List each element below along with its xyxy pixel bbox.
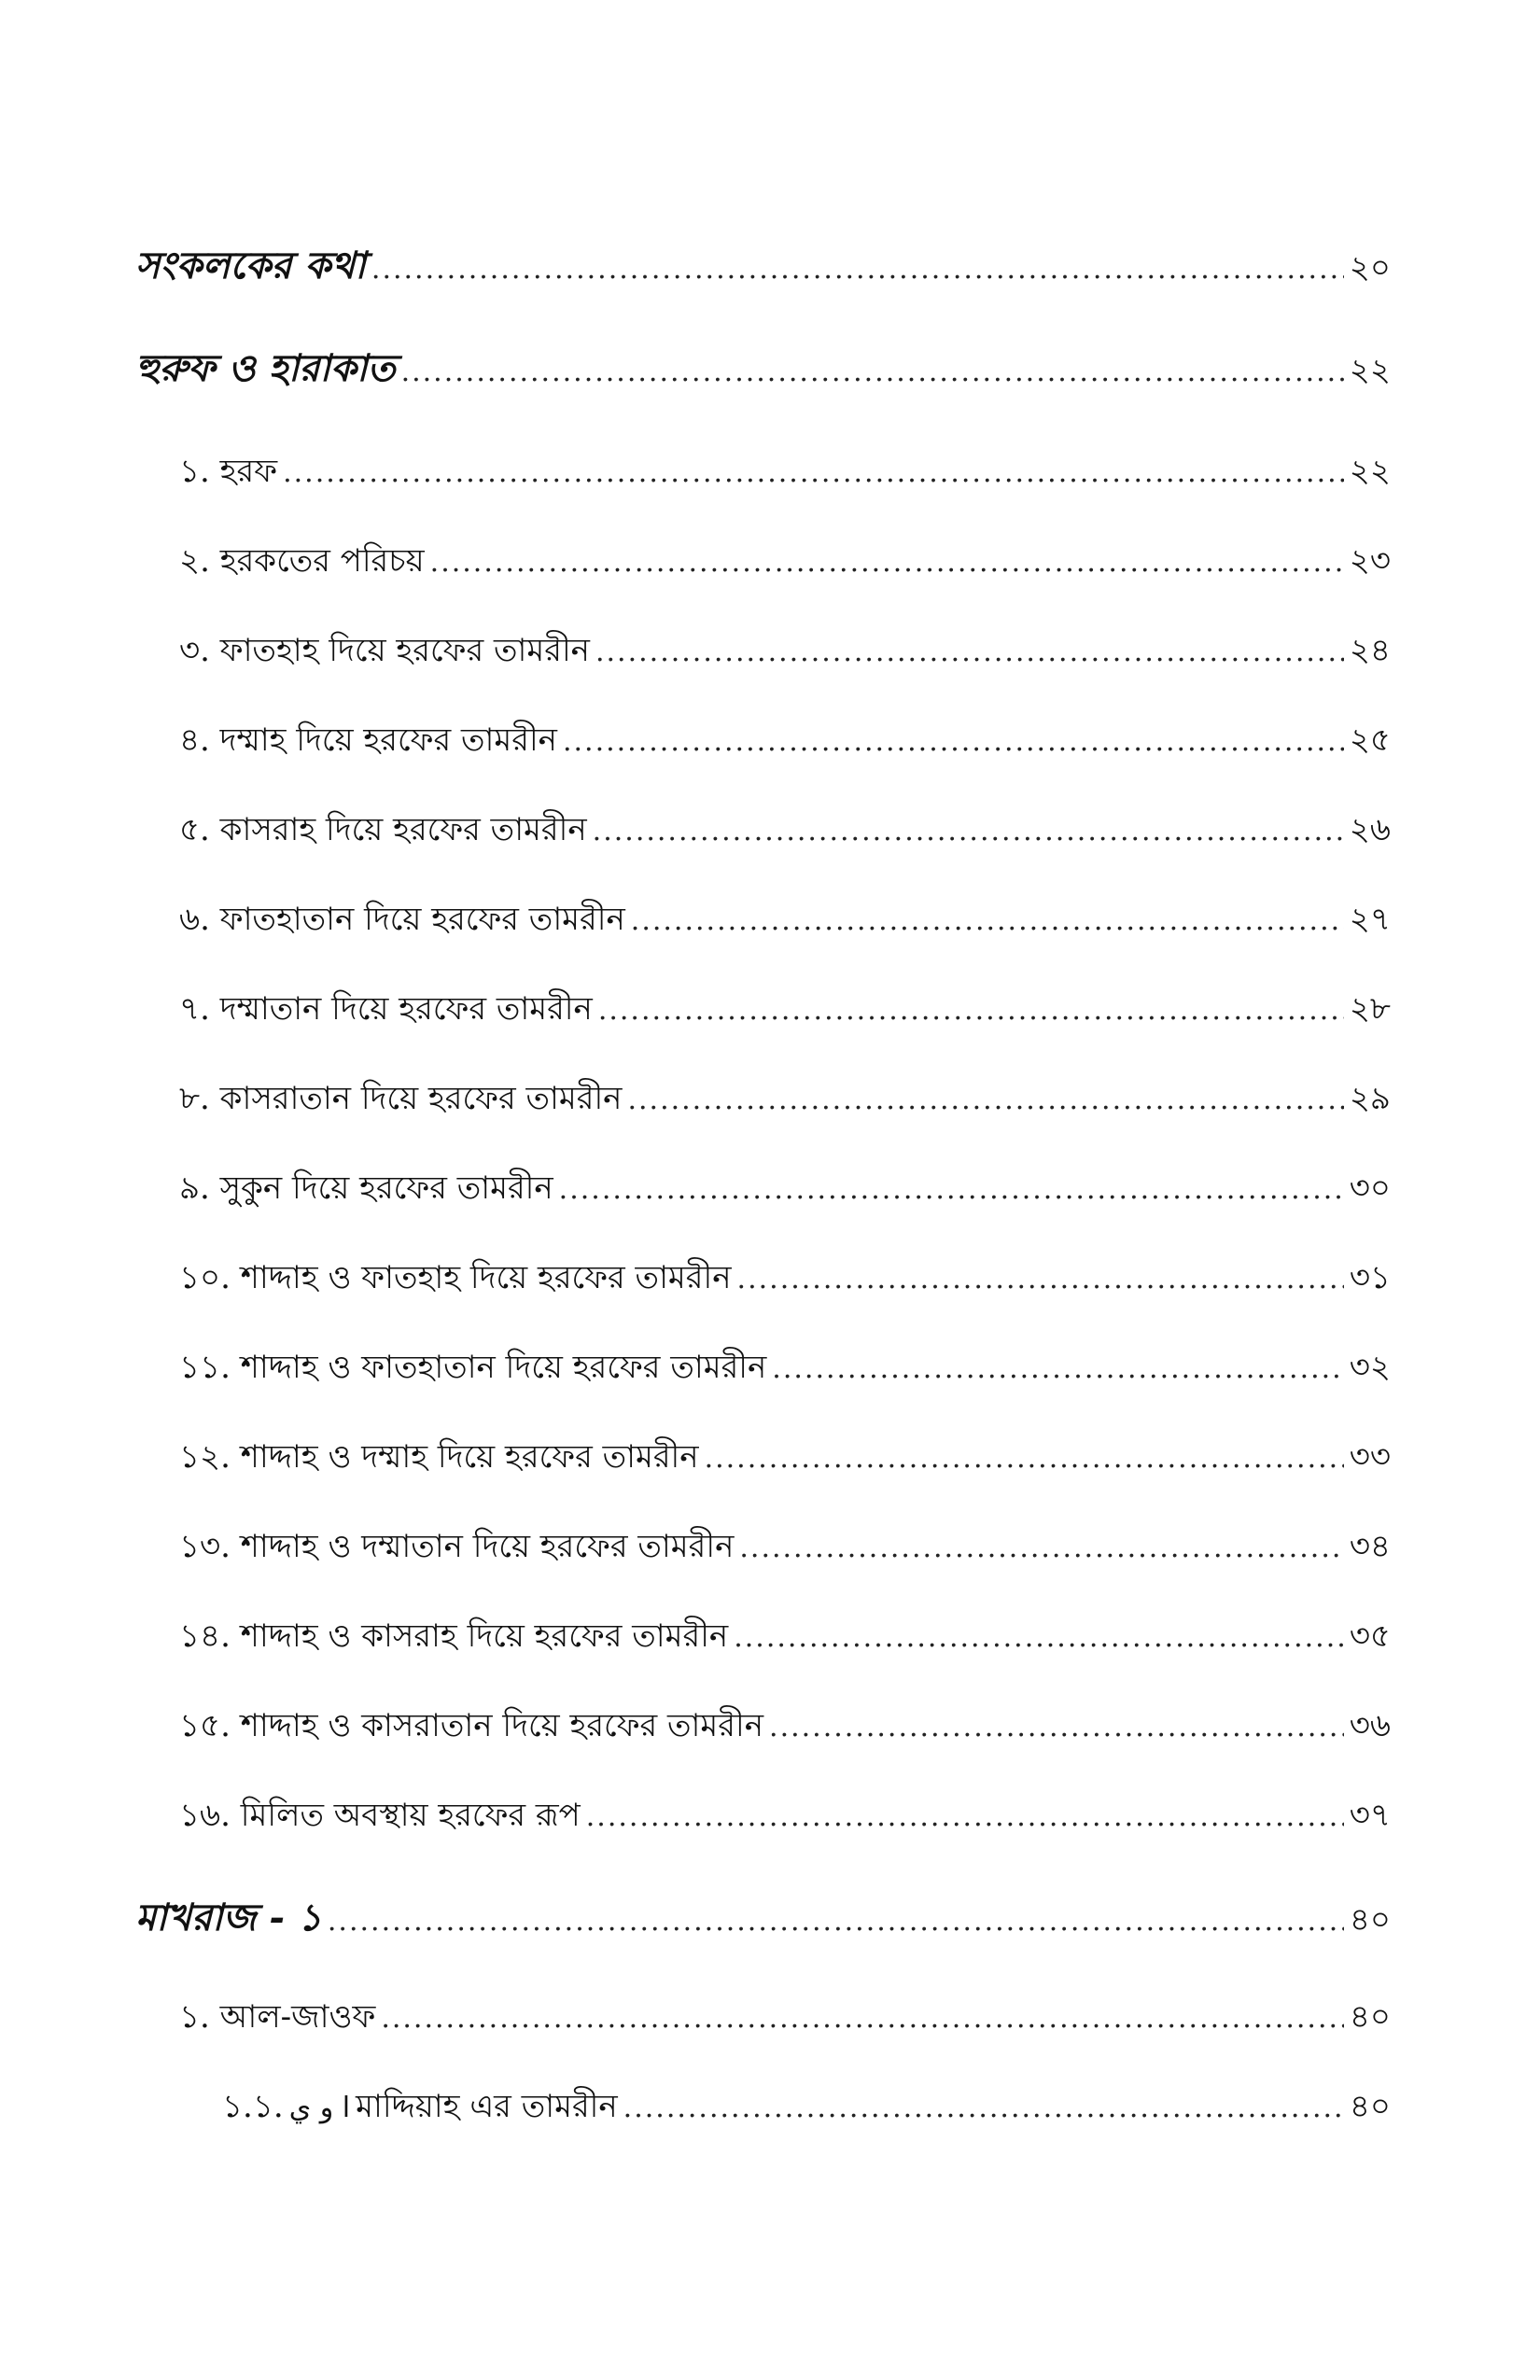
dot-leader xyxy=(371,246,1344,293)
toc-entry-title: ৪. দম্মাহ দিয়ে হরফের তামরীন xyxy=(179,721,557,759)
toc-entry[interactable] xyxy=(179,896,1391,943)
toc-entry-title: ৩. ফাতহাহ দিয়ে হরফের তামরীন xyxy=(179,632,590,669)
toc-entry[interactable] xyxy=(179,806,1391,853)
toc-entry-page: ২৬ xyxy=(1349,811,1391,848)
toc-entry[interactable] xyxy=(135,1895,1391,1941)
toc-entry[interactable] xyxy=(179,986,1391,1032)
dot-leader xyxy=(401,349,1344,396)
dot-leader xyxy=(430,539,1344,586)
toc-entry-page: ৩১ xyxy=(1349,1259,1391,1296)
toc-entry[interactable] xyxy=(179,717,1391,763)
toc-entry-page: ২০ xyxy=(1349,249,1391,287)
dot-leader xyxy=(705,1435,1344,1482)
dot-leader xyxy=(595,629,1344,676)
toc-entry[interactable] xyxy=(179,538,1391,584)
toc-entry[interactable] xyxy=(135,345,1391,392)
dot-leader xyxy=(593,808,1344,855)
toc-entry[interactable] xyxy=(135,243,1391,289)
toc-entry-page: ২২ xyxy=(1349,453,1391,490)
toc-entry[interactable] xyxy=(179,448,1391,495)
dot-leader xyxy=(739,1525,1343,1572)
toc-entry-title: ৫. কাসরাহ দিয়ে হরফের তামরীন xyxy=(179,811,587,848)
toc-entry-title: ৯. সুকুন দিয়ে হরফের তামরীন xyxy=(179,1169,553,1207)
toc-entry-title: ১১. শাদ্দাহ ও ফাতহাতান দিয়ে হরফের তামরীন xyxy=(179,1349,767,1386)
toc-entry-page: ৪০ xyxy=(1349,1901,1391,1939)
toc-entry-title: ৬. ফাতহাতান দিয়ে হরফের তামরীন xyxy=(179,901,625,938)
toc-entry-number: ১.১. xyxy=(222,2088,284,2125)
toc-entry-page: ৩৩ xyxy=(1349,1438,1391,1476)
toc-entry[interactable] xyxy=(179,1254,1391,1301)
dot-leader xyxy=(769,1704,1344,1751)
dot-leader xyxy=(381,1995,1344,2042)
toc-entry-title: ১০. শাদ্দাহ ও ফাতহাহ দিয়ে হরফের তামরীন xyxy=(179,1259,732,1296)
toc-entry-page: ২৫ xyxy=(1349,721,1391,759)
dot-leader xyxy=(563,719,1344,765)
toc-entry-title: সংকলকের কথা xyxy=(135,244,366,287)
toc-entry-title: ১. হরফ xyxy=(179,453,278,490)
toc-entry-text: মাদ্দিয়াহ এর তামরীন xyxy=(356,2088,618,2125)
toc-entry-page: ২৩ xyxy=(1349,542,1391,580)
toc-entry[interactable] xyxy=(179,1075,1391,1122)
toc-entry-title: হুরুফ ও হারাকাত xyxy=(135,346,396,390)
toc-entry-title: মাখরাজ - ১ xyxy=(135,1896,322,1939)
toc-entry[interactable] xyxy=(179,1523,1391,1570)
toc-entry-title: ১৬. মিলিত অবস্থায় হরফের রূপ xyxy=(179,1797,581,1834)
toc-entry-page: ২৪ xyxy=(1349,632,1391,669)
dot-leader xyxy=(598,987,1344,1034)
toc-entry[interactable] xyxy=(179,1994,1391,2040)
dot-leader xyxy=(627,1077,1343,1124)
dot-leader xyxy=(737,1256,1344,1303)
toc-entry[interactable] xyxy=(179,1434,1391,1480)
toc-entry-title xyxy=(222,2083,618,2132)
toc-entry-page: ৪০ xyxy=(1349,1998,1391,2036)
toc-entry-page: ৩৭ xyxy=(1349,1797,1391,1834)
arabic-letters: ا و ي xyxy=(288,2092,351,2124)
toc-entry-page: ২২ xyxy=(1349,352,1391,389)
toc-entry[interactable] xyxy=(179,627,1391,674)
toc-entry-title: ১২. শাদ্দাহ ও দম্মাহ দিয়ে হরফের তামরীন xyxy=(179,1438,699,1476)
toc-entry-page: ২৭ xyxy=(1349,901,1391,938)
dot-leader xyxy=(586,1794,1344,1841)
toc-entry-page: ২৮ xyxy=(1349,990,1391,1028)
toc-entry-title: ১. আল-জাওফ xyxy=(179,1998,376,2036)
dot-leader xyxy=(559,1167,1344,1213)
toc-entry[interactable] xyxy=(179,1165,1391,1211)
toc-entry-title: ২. হরকতের পরিচয় xyxy=(179,542,425,580)
toc-entry-page: ৪০ xyxy=(1349,2088,1391,2125)
toc-entry-title: ১৪. শাদ্দাহ ও কাসরাহ দিয়ে হরফের তামরীন xyxy=(179,1617,729,1655)
toc-entry-page: ৩২ xyxy=(1349,1349,1391,1386)
dot-leader xyxy=(734,1615,1344,1661)
toc-entry-title: ১৩. শাদ্দাহ ও দম্মাতান দিয়ে হরফের তামরীন xyxy=(179,1528,735,1565)
toc-entry-page: ৩৪ xyxy=(1349,1528,1391,1565)
dot-leader xyxy=(772,1346,1343,1393)
toc-entry-title: ৮. কাসরাতান দিয়ে হরফের তামরীন xyxy=(179,1080,623,1117)
toc-entry-title: ৭. দম্মাতান দিয়ে হরফের তামরীন xyxy=(179,990,593,1028)
toc-entry-page: ৩০ xyxy=(1349,1169,1391,1207)
toc-entry-page: ২৯ xyxy=(1349,1080,1391,1117)
toc-entry-page: ৩৬ xyxy=(1349,1707,1391,1744)
toc-entry[interactable] xyxy=(179,1344,1391,1391)
toc-entry[interactable] xyxy=(179,1792,1391,1839)
toc-entry[interactable] xyxy=(179,1702,1391,1749)
dot-leader xyxy=(328,1898,1344,1945)
dot-leader xyxy=(631,898,1344,945)
toc-entry-page: ৩৫ xyxy=(1349,1617,1391,1655)
dot-leader xyxy=(283,450,1344,497)
toc-entry-title: ১৫. শাদ্দাহ ও কাসরাতান দিয়ে হরফের তামরীন xyxy=(179,1707,764,1744)
toc-entry[interactable] xyxy=(222,2083,1391,2130)
dot-leader xyxy=(623,2085,1344,2132)
toc-entry[interactable] xyxy=(179,1613,1391,1659)
